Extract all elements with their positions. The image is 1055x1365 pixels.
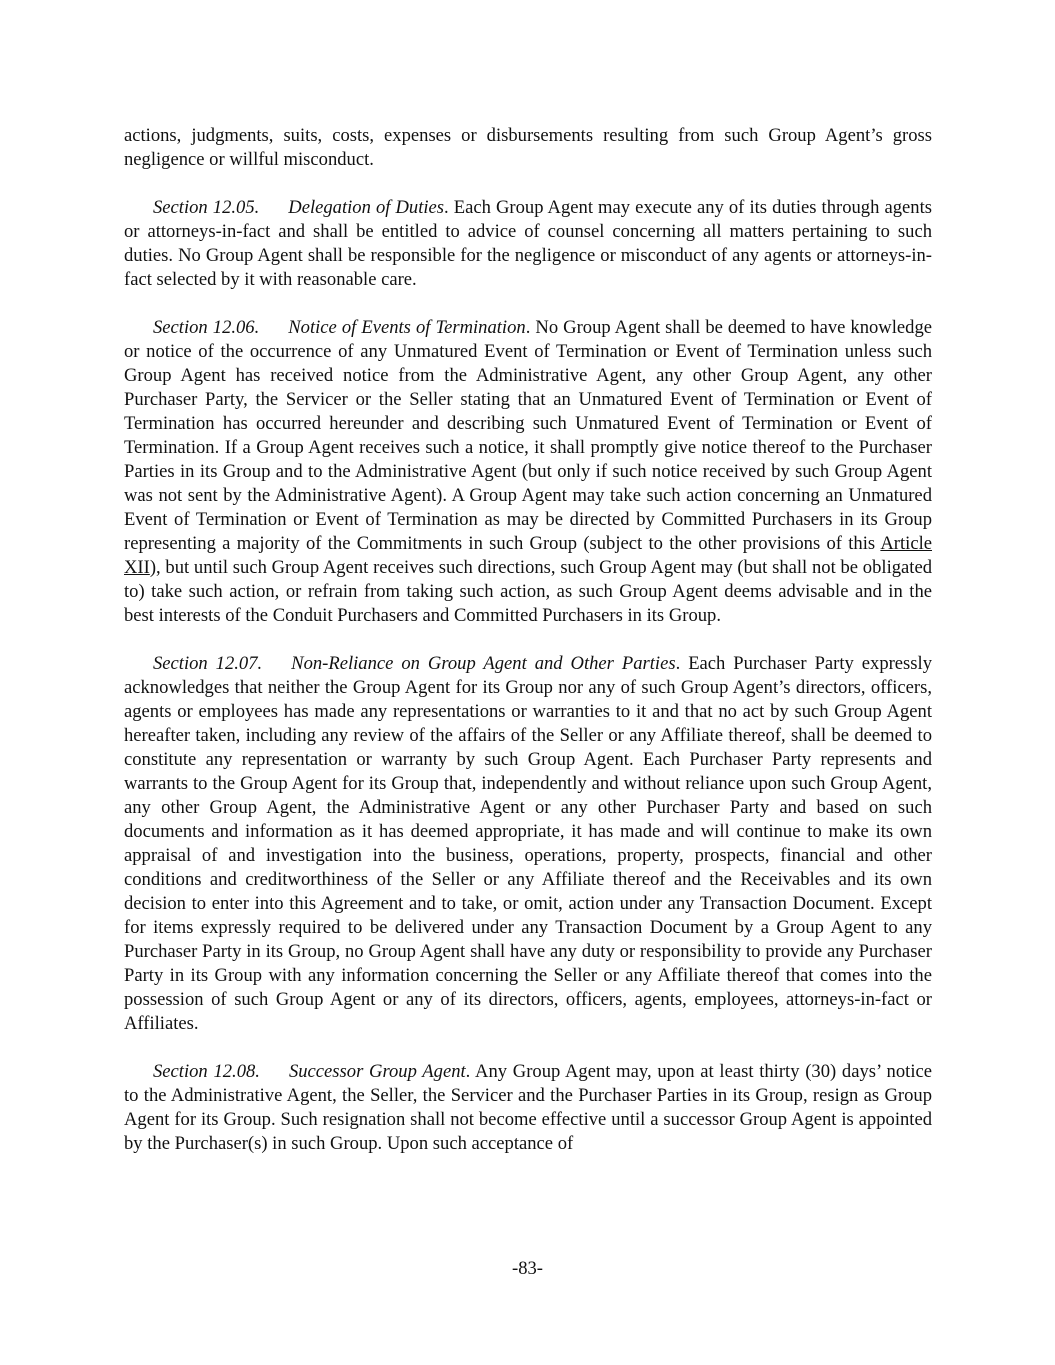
section-body: . Any Group Agent may, upon at least thirty (30) days’ notice to the Administrative Agent, the Seller, the Servicer and the Purchaser Parties in its Group, resign as Group Agent for its Group. Such resignation shall not become effective until a successor Group Agent is appointed by the Purchaser(s) in such Group. Upon such acceptance of: [124, 1061, 932, 1154]
section-12-07: [124, 652, 932, 1036]
paragraph-text: actions, judgments, suits, costs, expenses or disbursements resulting from such Group Agent’s gross negligence or willful misconduct.: [124, 125, 932, 170]
page-number: -83-: [512, 1258, 543, 1279]
section-number: Section 12.05.: [153, 197, 260, 218]
section-body-part-1: . No Group Agent shall be deemed to have knowledge or notice of the occurrence of any Unmatured Event of Termination or Event of Termination unless such Group Agent has received notice from the Administrative Agent, any other Group Agent, any other Purchaser Party, the Servicer or the Seller stating that an Unmatured Event of Termination or Event of Termination has occurred hereunder and describing such Unmatured Event of Termination or Event of Termination. If a Group Agent receives such a notice, it shall promptly give notice thereof to the Purchaser Parties in its Group and to the Administrative Agent (but only if such notice received by such Group Agent was not sent by the Administrative Agent). A Group Agent may take such action concerning an Unmatured Event of Termination or Event of Termination as may be directed by Committed Purchasers in its Group representing a majority of the Commitments in such Group (subject to the other provisions of this: [124, 317, 933, 554]
section-body: . Each Group Agent may execute any of its duties through agents or attorneys-in-fact and shall be entitled to advice of counsel concerning all matters pertaining to such duties. No Group Agent shall be responsible for the negligence or misconduct of any agents or attorneys-in-fact selected by it with reasonable care.: [124, 197, 932, 290]
section-title: Notice of Events of Termination: [288, 317, 526, 338]
document-page: [124, 124, 932, 1180]
section-number: Section 12.08.: [153, 1061, 260, 1082]
paragraph-continuation: [124, 124, 932, 172]
section-body-part-2: ), but until such Group Agent receives such directions, such Group Agent may (but shall not be obligated to) take such action, or refrain from taking such action, as such Group Agent deems advisable and in the best interests of the Conduit Purchasers and Committed Purchasers in its Group.: [124, 557, 932, 626]
section-number: Section 12.06.: [153, 317, 260, 338]
section-number: Section 12.07.: [153, 653, 263, 674]
section-12-08: [124, 1060, 932, 1156]
section-title: Delegation of Duties: [288, 197, 445, 218]
article-xii-reference: Article XII: [124, 533, 932, 578]
section-12-05: [124, 196, 932, 292]
section-title: Non-Reliance on Group Agent and Other Parties: [291, 653, 676, 674]
section-12-06: [124, 316, 932, 628]
section-title: Successor Group Agent: [288, 1061, 466, 1082]
section-body: . Each Purchaser Party expressly acknowledges that neither the Group Agent for its Group nor any of such Group Agent’s directors, officers, agents or employees has made any representations or warranties to it and that no act by such Group Agent hereafter taken, including any review of the affairs of the Seller or any Affiliate thereof, shall be deemed to constitute any representation or warranty by such Group Agent. Each Purchaser Party represents and warrants to the Group Agent for its Group that, independently and without reliance upon such Group Agent, any other Group Agent, the Administrative Agent or any other Purchaser Party and based on such documents and information as it has deemed appropriate, it has made and will continue to make its own appraisal of and investigation into the business, operations, property, prospects, financial and other conditions and creditworthiness of the Seller or any Affiliate thereof and the Receivables and its own decision to enter into this Agreement and to take, or omit, action under any Transaction Document. Except for items expressly required to be delivered under any Transaction Document by a Group Agent to any Purchaser Party in its Group, no Group Agent shall have any duty or responsibility to provide any Purchaser Party in its Group with any information concerning the Seller or any Affiliate thereof that comes into the possession of such Group Agent or any of its directors, officers, agents, employees, attorneys-in-fact or Affiliates.: [124, 653, 932, 1034]
